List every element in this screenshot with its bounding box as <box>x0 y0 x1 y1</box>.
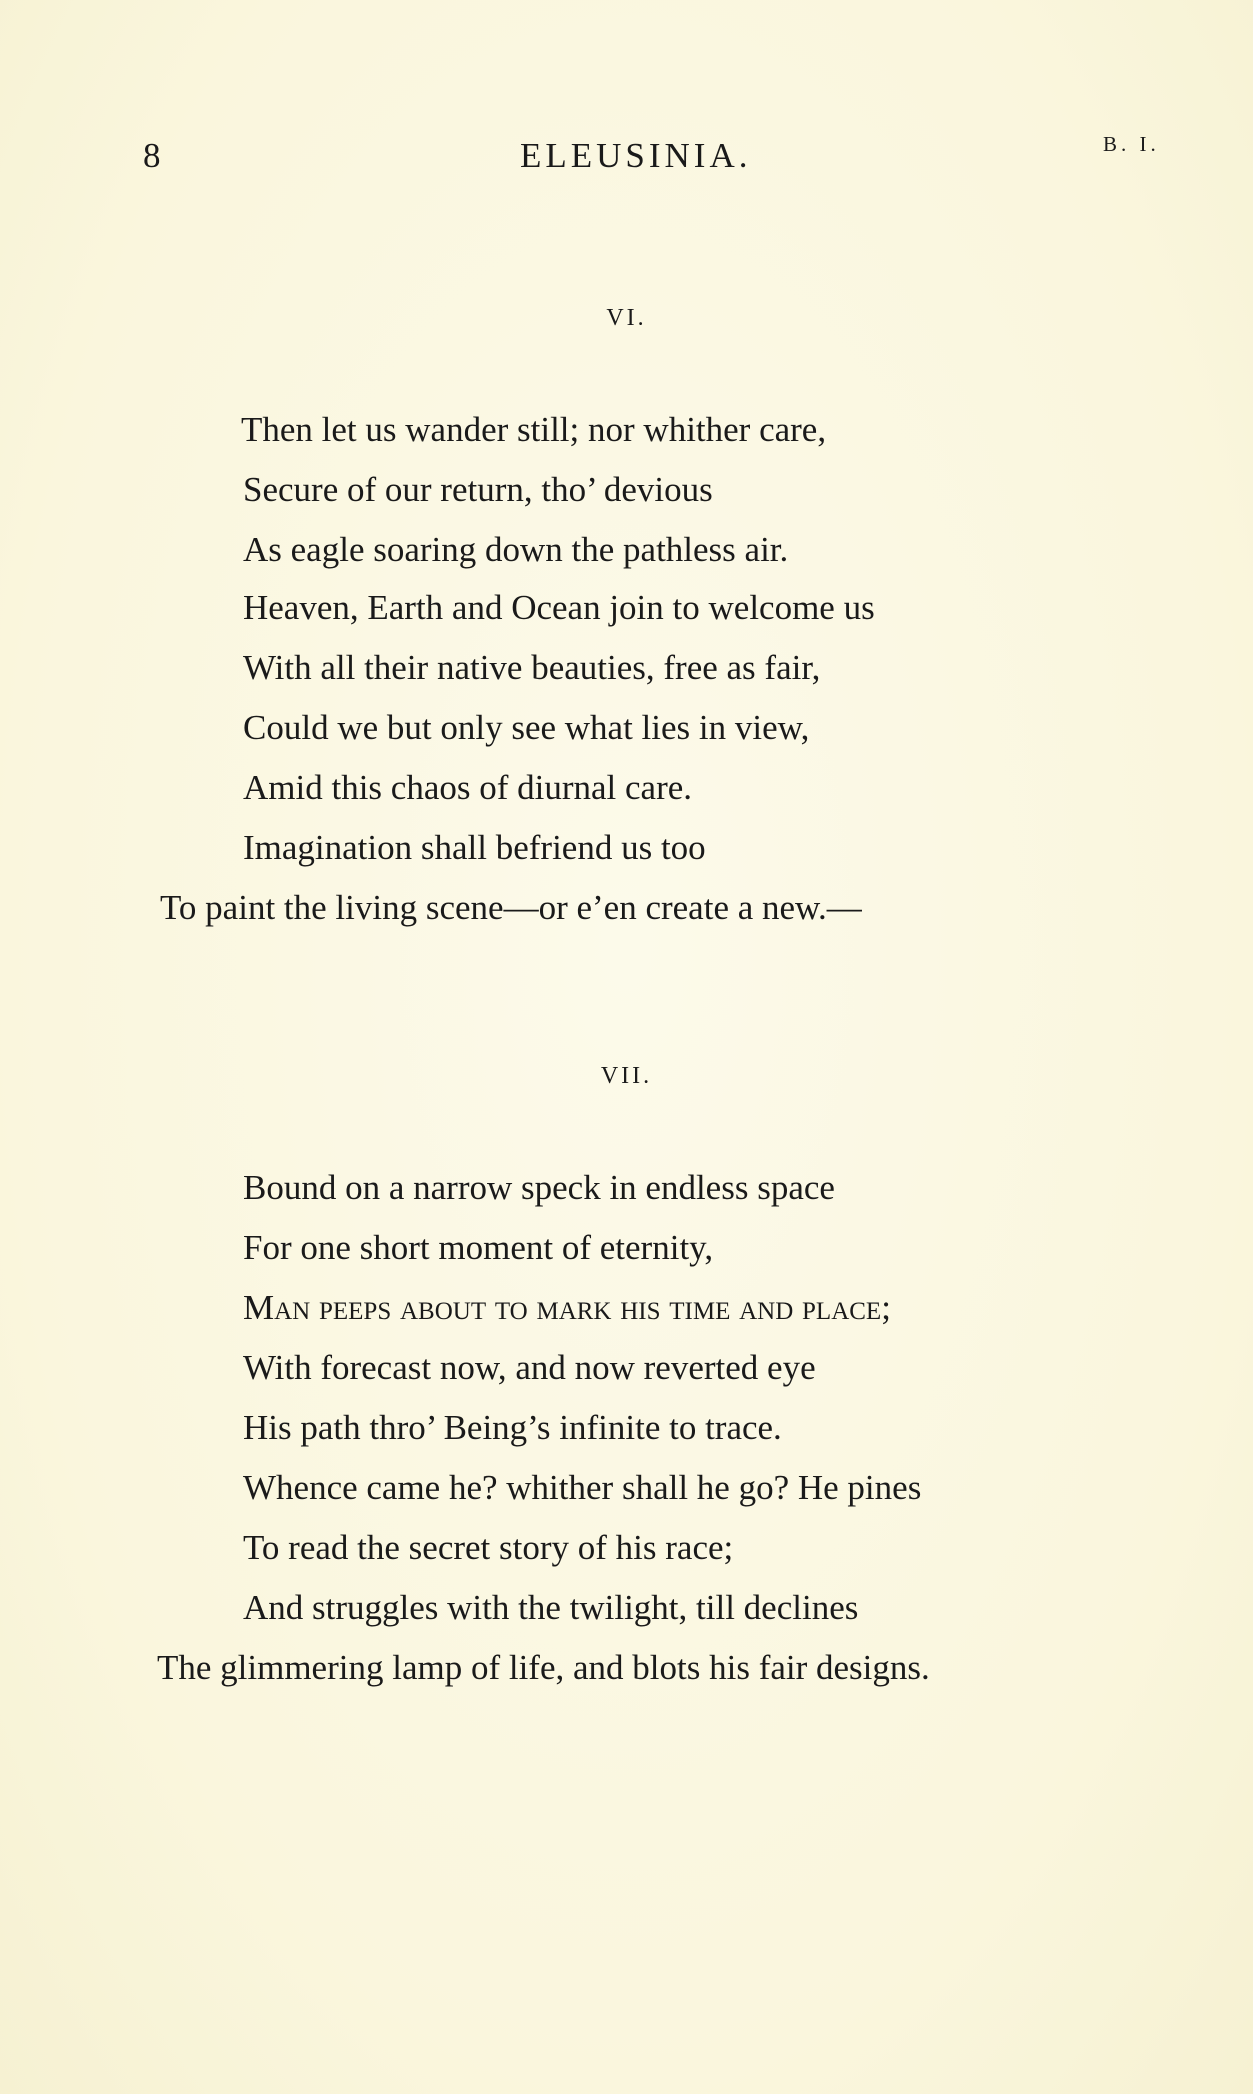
poem-line: Whence came he? whither shall he go? He pines <box>243 1468 922 1507</box>
page-header <box>0 132 1253 182</box>
stanza-number-vii: VII. <box>600 1063 653 1089</box>
page-number: 8 <box>143 136 161 175</box>
poem-line: Then let us wander still; nor whither care, <box>241 410 827 449</box>
poem-line: Bound on a narrow speck in endless space <box>243 1168 835 1207</box>
poem-line: As eagle soaring down the pathless air. <box>243 530 789 569</box>
poem-line: With all their native beauties, free as fair, <box>243 648 821 687</box>
poem-line: And struggles with the twilight, till declines <box>243 1588 859 1627</box>
poem-line: Heaven, Earth and Ocean join to welcome us <box>243 588 875 627</box>
running-title: ELEUSINIA. <box>520 136 752 175</box>
poem-line: For one short moment of eternity, <box>243 1228 714 1267</box>
poem-line: Secure of our return, tho’ devious <box>243 470 713 509</box>
poem-line: Could we but only see what lies in view, <box>243 708 810 747</box>
poem-line: To read the secret story of his race; <box>243 1528 734 1567</box>
poem-line: The glimmering lamp of life, and blots his fair designs. <box>157 1648 930 1687</box>
stanza-number-vi: VI. <box>606 305 647 331</box>
poem-line: His path thro’ Being’s infinite to trace. <box>243 1408 782 1447</box>
poem-line: With forecast now, and now reverted eye <box>243 1348 816 1387</box>
poem-line: Amid this chaos of diurnal care. <box>243 768 693 807</box>
poem-line: Imagination shall befriend us too <box>243 828 706 867</box>
poem-line: Man peeps about to mark his time and place; <box>243 1288 891 1327</box>
book-reference: B. I. <box>1103 132 1160 156</box>
poem-line: To paint the living scene—or e’en create a new.— <box>160 888 862 927</box>
